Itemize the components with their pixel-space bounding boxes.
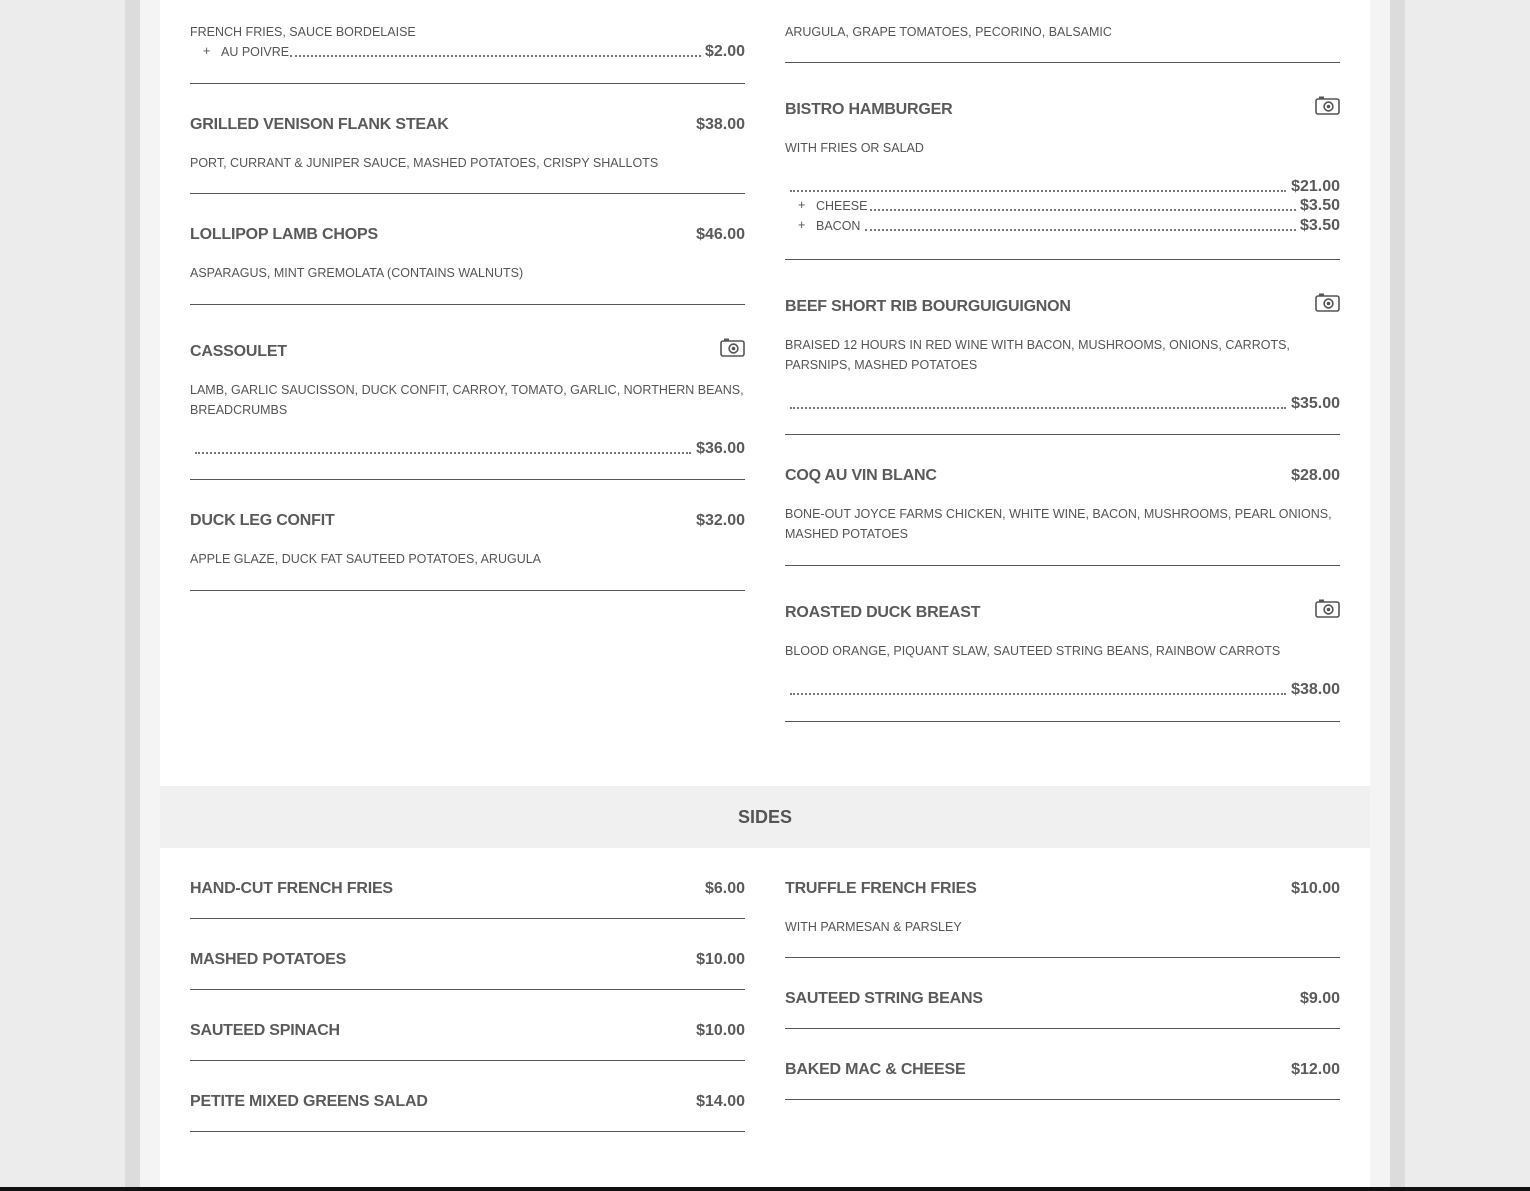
item-description: BLOOD ORANGE, PIQUANT SLAW, SAUTEED STRING BEANS, RAINBOW CARROTS — [785, 644, 1281, 658]
item-name: CASSOULET — [190, 343, 287, 360]
item-price: $36.00 — [696, 440, 745, 457]
menu-item[interactable] — [785, 1061, 1340, 1100]
dot-leader — [290, 55, 701, 57]
camera-icon[interactable] — [720, 337, 745, 357]
item-description: FRENCH FRIES, SAUCE BORDELAISE — [190, 25, 416, 39]
item-price: $10.00 — [696, 1022, 745, 1039]
item-price: $21.00 — [1291, 178, 1340, 195]
dot-leader — [195, 452, 691, 454]
dot-leader — [790, 693, 1286, 695]
plus-icon: + — [798, 198, 806, 212]
menu-item[interactable] — [785, 990, 1340, 1029]
item-price: $12.00 — [1291, 1061, 1340, 1078]
menu-item[interactable] — [190, 512, 745, 591]
item-name: SAUTEED SPINACH — [190, 1022, 340, 1039]
item-description: LAMB, GARLIC SAUCISSON, DUCK CONFIT, CARROY, TOMATO, GARLIC, NORTHERN BEANS, BREADCRUMBS — [190, 383, 744, 417]
plus-icon: + — [798, 218, 806, 232]
item-name: GRILLED VENISON FLANK STEAK — [190, 116, 449, 133]
item-name: DUCK LEG CONFIT — [190, 512, 335, 529]
bottom-edge-bar — [0, 1187, 1530, 1191]
price-row — [785, 176, 1340, 196]
item-name: TRUFFLE FRENCH FRIES — [785, 880, 977, 897]
section-header-sides — [160, 786, 1370, 848]
item-description: WITH FRIES OR SALAD — [785, 141, 924, 155]
item-description: ASPARAGUS, MINT GREMOLATA (CONTAINS WALNUTS) — [190, 266, 524, 280]
menu-item[interactable] — [190, 226, 745, 305]
item-description: PORT, CURRANT & JUNIPER SAUCE, MASHED POTATOES, CRISPY SHALLOTS — [190, 156, 659, 170]
menu-item[interactable] — [190, 116, 745, 194]
item-name: HAND-CUT FRENCH FRIES — [190, 880, 393, 897]
price-row — [785, 679, 1340, 699]
dot-leader — [790, 190, 1286, 192]
camera-icon[interactable] — [1315, 292, 1340, 312]
item-name: PETITE MIXED GREENS SALAD — [190, 1093, 428, 1110]
item-price: $6.00 — [704, 880, 745, 897]
price-row — [785, 393, 1340, 413]
item-name: COQ AU VIN BLANC — [785, 467, 937, 484]
price-row — [190, 438, 745, 458]
menu-item[interactable] — [785, 880, 1340, 958]
item-name: ROASTED DUCK BREAST — [785, 604, 981, 621]
item-price: $14.00 — [696, 1093, 745, 1110]
camera-icon[interactable] — [1315, 598, 1340, 618]
item-price: $10.00 — [1291, 880, 1340, 897]
item-addon — [785, 216, 1340, 236]
item-addon — [190, 42, 745, 62]
item-description: APPLE GLAZE, DUCK FAT SAUTEED POTATOES, ARUGULA — [190, 552, 542, 566]
addon-label: BACON — [816, 219, 864, 233]
menu-item-partial-top-right — [785, 0, 1340, 63]
item-price: $46.00 — [696, 226, 745, 243]
item-price: $38.00 — [1291, 681, 1340, 698]
menu-item[interactable] — [785, 467, 1340, 566]
item-description: BRAISED 12 HOURS IN RED WINE WITH BACON, MUSHROOMS, ONIONS, CARROTS, PARSNIPS, MASHED POTATOES — [785, 338, 1290, 372]
item-price: $9.00 — [1299, 990, 1340, 1007]
item-price: $38.00 — [696, 116, 745, 133]
dot-leader — [870, 209, 1296, 211]
item-name: SAUTEED STRING BEANS — [785, 990, 983, 1007]
section-title: SIDES — [737, 807, 793, 827]
menu-item[interactable] — [785, 101, 1340, 260]
menu-item[interactable] — [190, 1022, 745, 1061]
camera-icon[interactable] — [1315, 95, 1340, 115]
item-description: ARUGULA, GRAPE TOMATOES, PECORINO, BALSAMIC — [785, 25, 1112, 39]
item-name: LOLLIPOP LAMB CHOPS — [190, 226, 378, 243]
addon-price: $3.50 — [1299, 197, 1340, 214]
item-description: BONE-OUT JOYCE FARMS CHICKEN, WHITE WINE, BACON, MUSHROOMS, PEARL ONIONS, MASHED POTATOES — [785, 507, 1332, 541]
item-addon — [785, 196, 1340, 216]
addon-price: $2.00 — [704, 43, 745, 60]
addon-label: AU POIVRE — [221, 45, 293, 59]
item-price: $35.00 — [1291, 395, 1340, 412]
item-description: WITH PARMESAN & PARSLEY — [785, 920, 962, 934]
dot-leader — [865, 229, 1296, 231]
menu-item[interactable] — [190, 1093, 745, 1132]
addon-label: CHEESE — [816, 199, 871, 213]
plus-icon: + — [203, 44, 211, 58]
item-name: MASHED POTATOES — [190, 951, 347, 968]
dot-leader — [790, 407, 1286, 409]
item-name: BISTRO HAMBURGER — [785, 101, 953, 118]
menu-item-partial-top-left — [190, 0, 745, 84]
item-name: BAKED MAC & CHEESE — [785, 1061, 966, 1078]
item-price: $32.00 — [696, 512, 745, 529]
menu-item[interactable] — [190, 343, 745, 480]
addon-price: $3.50 — [1299, 217, 1340, 234]
item-name: BEEF SHORT RIB BOURGUIGUIGNON — [785, 298, 1071, 315]
menu-item[interactable] — [785, 604, 1340, 722]
menu-item[interactable] — [190, 880, 745, 919]
item-price: $10.00 — [696, 951, 745, 968]
menu-item[interactable] — [190, 951, 745, 990]
menu-item[interactable] — [785, 298, 1340, 435]
item-price: $28.00 — [1291, 467, 1340, 484]
